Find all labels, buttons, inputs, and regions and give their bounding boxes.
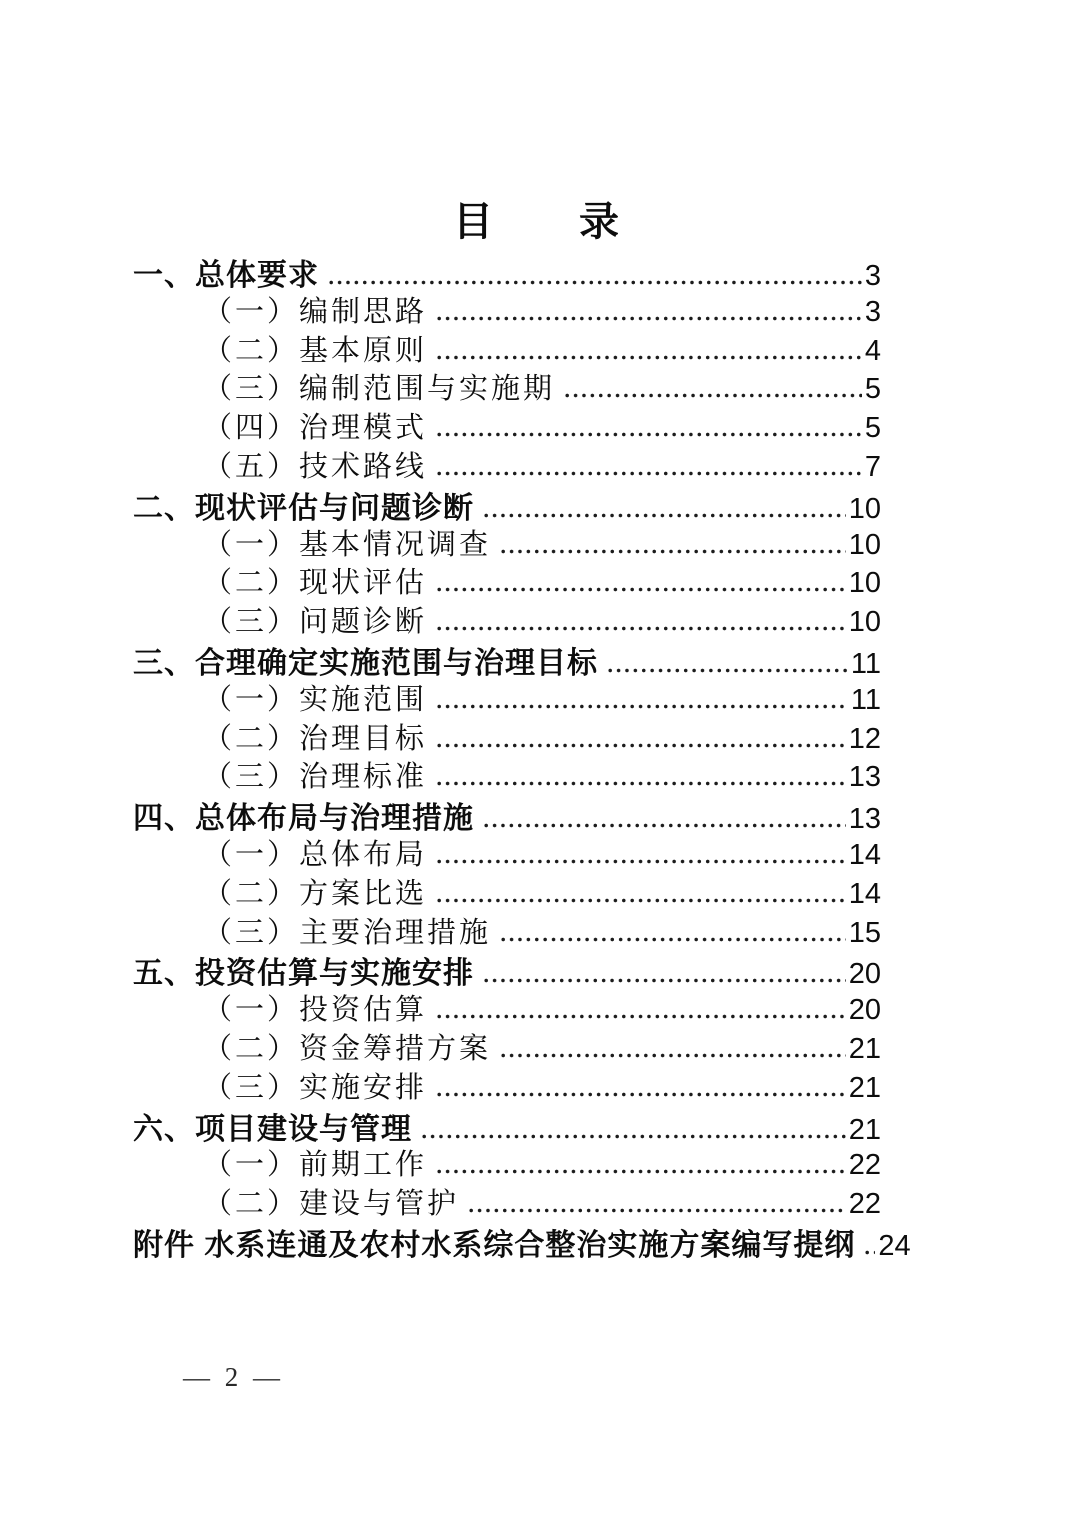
- toc-entry-page: 10: [848, 528, 881, 561]
- toc-entry: [133, 677, 881, 716]
- toc-entry-label: （三）主要治理措施: [203, 914, 492, 949]
- dot-leader: [435, 743, 846, 748]
- toc-entry-label: 三、合理确定实施范围与治理目标: [133, 646, 598, 680]
- dot-leader: [435, 471, 862, 476]
- toc-entry: [133, 1181, 881, 1220]
- dot-leader: [435, 704, 848, 709]
- toc-entry-page: 24: [878, 1229, 911, 1262]
- dot-leader: [482, 823, 846, 828]
- toc-entry: [133, 832, 881, 871]
- dot-leader: [420, 1134, 846, 1139]
- toc-entry: [133, 1104, 881, 1146]
- toc-entry-page: 12: [848, 722, 881, 755]
- toc-entry-label: （二）现状评估: [203, 565, 428, 600]
- dot-leader: [499, 549, 846, 554]
- toc-entry: [133, 1026, 881, 1065]
- toc-entry-page: 15: [848, 916, 881, 949]
- toc-entry-page: 5: [864, 373, 881, 406]
- dot-leader: [435, 626, 846, 631]
- dot-leader: [467, 1208, 846, 1213]
- dot-leader: [435, 1169, 846, 1174]
- toc-entry-label: （二）方案比选: [203, 875, 428, 910]
- dot-leader: [327, 280, 862, 285]
- toc-entry: [133, 444, 881, 483]
- dot-leader: [435, 859, 846, 864]
- toc-entry: [133, 250, 881, 292]
- toc-entry-label: （一）编制思路: [203, 293, 428, 328]
- toc-entry-page: 10: [848, 567, 881, 600]
- toc-entry: [133, 483, 881, 525]
- toc-entry-page: 22: [848, 1149, 881, 1182]
- dot-leader: [563, 393, 862, 398]
- dot-leader: [499, 1053, 846, 1058]
- toc-entry-page: 22: [848, 1188, 881, 1221]
- toc-entry: [133, 987, 881, 1026]
- toc-entry-page: 21: [848, 1113, 881, 1146]
- dot-leader: [435, 587, 846, 592]
- toc-entry-label: （一）投资估算: [203, 992, 428, 1027]
- dot-leader: [435, 316, 862, 321]
- toc-entry: [133, 948, 881, 991]
- toc-entry: [133, 1065, 881, 1104]
- toc-entry: [133, 599, 881, 638]
- toc-entry: [133, 910, 881, 949]
- dot-leader: [482, 978, 846, 983]
- toc-entry-label: 一、总体要求: [133, 259, 319, 292]
- toc-entry-label: 二、现状评估与问题诊断: [133, 491, 474, 525]
- toc-entry-page: 11: [850, 647, 881, 680]
- toc-entry-label: （一）基本情况调查: [203, 526, 492, 561]
- toc-entry-label: （三）实施安排: [203, 1069, 428, 1104]
- toc-entry: [133, 522, 881, 561]
- toc-entry-page: 13: [848, 761, 881, 794]
- toc-entry-label: （四）治理模式: [203, 410, 428, 445]
- toc-entry-label: （二）基本原则: [203, 332, 428, 367]
- toc-entry: [133, 638, 881, 680]
- toc-entry-label: 四、总体布局与治理措施: [133, 802, 474, 836]
- toc-entry-page: 20: [848, 994, 881, 1027]
- toc-entry-label: （五）技术路线: [203, 448, 428, 483]
- toc-entry-label: （三）编制范围与实施期: [203, 371, 556, 406]
- toc-entry-page: 5: [864, 412, 881, 445]
- toc-entry-label: （一）实施范围: [203, 681, 428, 716]
- dot-leader: [435, 355, 862, 360]
- toc-list: [133, 250, 911, 1262]
- toc-entry-page: 14: [848, 838, 881, 871]
- toc-entry: [133, 871, 881, 910]
- dot-leader: [435, 898, 846, 903]
- toc-entry-label: （三）治理标准: [203, 759, 428, 794]
- dot-leader: [863, 1250, 875, 1255]
- toc-entry: [133, 560, 881, 599]
- toc-entry-page: 3: [864, 295, 881, 328]
- footer-page-number: — 2 —: [183, 1362, 284, 1392]
- toc-entry: [133, 754, 881, 793]
- toc-entry-label: （二）建设与管护: [203, 1186, 460, 1221]
- toc-entry-page: 11: [850, 683, 881, 716]
- toc-entry-label: 六、项目建设与管理: [133, 1112, 412, 1146]
- toc-entry-label: （二）治理目标: [203, 720, 428, 755]
- toc-entry: [133, 289, 881, 328]
- page-title: 目 录: [453, 200, 621, 244]
- dot-leader: [435, 781, 846, 786]
- toc-entry-label: （二）资金筹措方案: [203, 1030, 492, 1065]
- toc-entry-page: 7: [864, 450, 881, 483]
- dot-leader: [606, 668, 848, 673]
- toc-entry: [133, 328, 881, 367]
- dot-leader: [499, 937, 846, 942]
- toc-entry-page: 20: [848, 958, 881, 991]
- toc-entry-label: 附件 水系连通及农村水系综合整治实施方案编写提纲: [133, 1228, 856, 1262]
- toc-entry-page: 10: [848, 606, 881, 639]
- toc-entry-page: 3: [864, 260, 881, 292]
- toc-entry: [133, 366, 881, 405]
- toc-entry-page: 21: [848, 1032, 881, 1065]
- dot-leader: [435, 1092, 846, 1097]
- toc-entry: [133, 1142, 881, 1181]
- toc-entry: [133, 716, 881, 755]
- toc-entry-page: 21: [848, 1071, 881, 1104]
- toc-entry-label: （一）总体布局: [203, 836, 428, 871]
- dot-leader: [435, 1014, 846, 1019]
- dot-leader: [435, 432, 862, 437]
- toc-entry-label: （三）问题诊断: [203, 604, 428, 639]
- toc-entry-label: （一）前期工作: [203, 1147, 428, 1182]
- dot-leader: [482, 513, 846, 518]
- toc-entry: [133, 793, 881, 836]
- toc-entry: [133, 1220, 911, 1262]
- toc-entry-label: 五、投资估算与实施安排: [133, 957, 474, 991]
- toc-entry-page: 10: [848, 492, 881, 525]
- toc-entry: [133, 405, 881, 444]
- toc-entry-page: 4: [864, 334, 881, 367]
- toc-entry-page: 13: [848, 803, 881, 836]
- toc-entry-page: 14: [848, 877, 881, 910]
